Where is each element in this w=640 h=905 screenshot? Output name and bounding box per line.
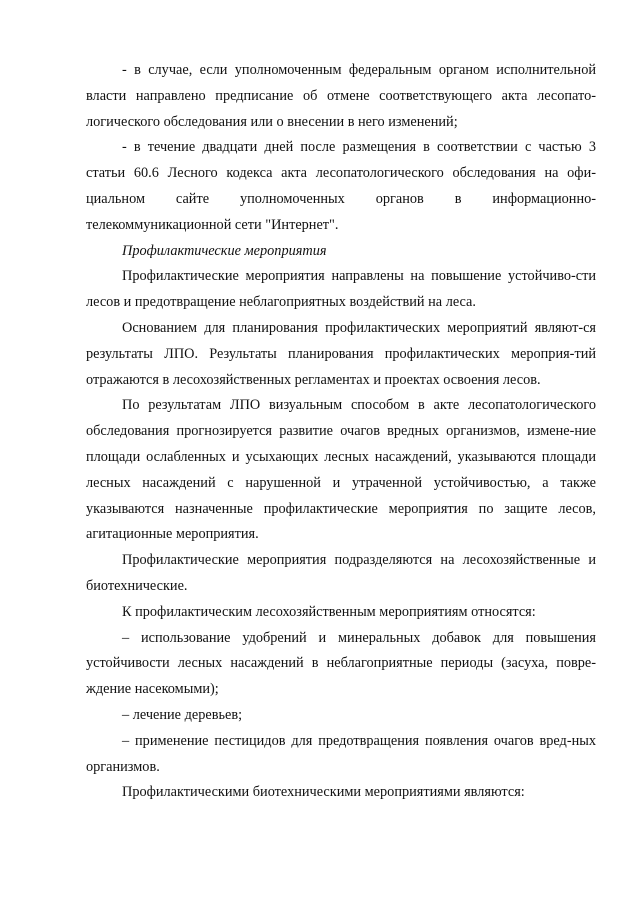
- paragraph-aims: Профилактические мероприятия направлены на повышение устойчиво-сти лесов и предотвращение неблагоприятных воздействий на леса.: [86, 268, 596, 311]
- list-item-fertilizers: – использование удобрений и минеральных добавок для повышения устойчивости лесных насаждений в неблагоприятные периоды (засуха, повре-ждение насекомыми);: [86, 629, 596, 698]
- list-item-tree-treatment: – лечение деревьев;: [122, 706, 243, 723]
- paragraph-forestry-intro: К профилактическим лесохозяйственным мероприятиям относятся:: [122, 603, 536, 620]
- paragraph-lpo-results: По результатам ЛПО визуальным способом в акте лесопатологического обследования прогнозируется развитие очагов вредных организмов, измене-ние площади ослабленных и усыхающих лесных насаждений, указываются площади лесных насаждений с нарушенной и утраченной устойчивостью, а также указываются назначенные профилактические мероприятия по защите лесов, агитационные мероприятия.: [86, 397, 596, 543]
- section-heading: Профилактические мероприятия: [122, 242, 327, 259]
- paragraph-biotechnical-intro: Профилактическими биотехническими мероприятиями являются:: [122, 784, 525, 801]
- paragraph-twenty-days: - в течение двадцати дней после размещения в соответствии с частью 3 статьи 60.6 Лесного кодекса акта лесопатологического обследования на офи-циальном сайте уполномоченных органов в информационно-телекоммуникационной сети "Интернет".: [86, 139, 596, 233]
- paragraph-planning-basis: Основанием для планирования профилактических мероприятий являют-ся результаты ЛПО. Результаты планирования профилактических мероприя-тий отражаются в лесохозяйственных регламентах и проектах освоения лесов.: [86, 319, 596, 388]
- document-page: [86, 58, 596, 806]
- paragraph-revocation-case: - в случае, если уполномоченным федеральным органом исполнительной власти направлено предписание об отмене соответствующего акта лесопато-логического обследования или о внесении в него изменений;: [86, 62, 596, 130]
- list-item-pesticides: – применение пестицидов для предотвращения появления очагов вред-ных организмов.: [86, 732, 596, 775]
- paragraph-types: Профилактические мероприятия подразделяются на лесохозяйственные и биотехнические.: [86, 552, 596, 594]
